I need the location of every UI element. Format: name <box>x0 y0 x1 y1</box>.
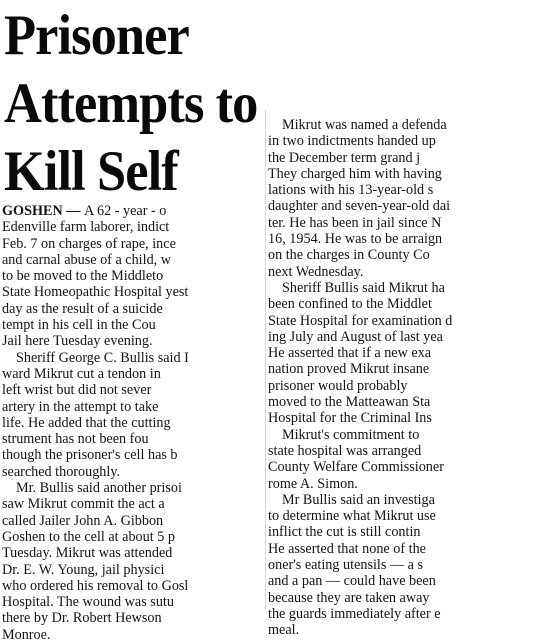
article-text-line: on the charges in County Co <box>268 247 430 264</box>
article-text-line: because they are taken away <box>268 589 430 606</box>
article-text-line: ing July and August of last yea <box>268 328 443 345</box>
article-text-line: rome A. Simon. <box>268 475 358 492</box>
article-text-line: next Wednesday. <box>268 263 364 280</box>
article-text-line: who ordered his removal to Gosl <box>2 577 189 594</box>
article-text-line: Monroe. <box>2 626 51 643</box>
article-text-line: They charged him with having <box>268 165 442 182</box>
article-text-line: meal. <box>268 622 300 639</box>
article-text-line: and carnal abuse of a child, w <box>2 251 171 268</box>
article-text-line <box>2 203 273 219</box>
article-text-line: Sheriff Bullis said Mikrut ha <box>282 279 445 296</box>
article-text-line: Mr Bullis said an investiga <box>282 491 435 508</box>
article-text-line: He asserted that if a new exa <box>268 345 432 362</box>
article-text-line: oner's eating utensils — a s <box>268 557 424 574</box>
article-text-line: artery in the attempt to take <box>2 398 159 415</box>
article-text-line: strument has not been fou <box>2 431 149 448</box>
article-text-line: searched thoroughly. <box>2 463 121 480</box>
article-text-line: life. He added that the cutting <box>2 414 171 431</box>
article-text-line: ter. He has been in jail since N <box>268 214 442 231</box>
article-text-line: day as the result of a suicide <box>2 300 163 317</box>
article-text-line: County Welfare Commissioner <box>268 459 444 476</box>
article-text-line: He asserted that none of the <box>268 540 426 557</box>
article-text-line: Jail here Tuesday evening. <box>2 333 153 350</box>
article-text-line: moved to the Matteawan Sta <box>268 394 431 411</box>
article-text-line: the guards immediately after e <box>268 605 441 622</box>
article-text-line: state hospital was arranged <box>268 442 422 459</box>
article-text-line: Edenville farm laborer, indict <box>2 219 170 236</box>
article-text-line: prisoner would probably <box>268 377 408 394</box>
article-text-line: nation proved Mikrut insane <box>268 361 430 378</box>
article-text-line: to determine what Mikrut use <box>268 508 436 525</box>
article-text-line: there by Dr. Robert Hewson <box>2 610 162 627</box>
article-text-line: 16, 1954. He was to be arraign <box>268 231 443 248</box>
article-text-line: inflict the cut is still contin <box>268 524 421 541</box>
article-text-line: to be moved to the Middleto <box>2 268 164 285</box>
article-text-line: in two indictments handed up <box>268 133 436 150</box>
article-text-line: Dr. E. W. Young, jail physici <box>2 561 165 578</box>
article-column-right <box>268 117 544 639</box>
article-text-line: Mr. Bullis said another prisoi <box>16 480 182 497</box>
headline <box>4 2 258 206</box>
article-text-line: though the prisoner's cell has b <box>2 447 178 464</box>
article-text-line: Tuesday. Mikrut was attended <box>2 545 173 562</box>
article-text-line: saw Mikrut commit the act a <box>2 496 165 513</box>
headline-line: Prisoner <box>4 4 189 67</box>
article-text-line: tempt in his cell in the Cou <box>2 317 156 334</box>
article-text-line: Hospital for the Criminal Ins <box>268 410 432 427</box>
article-text-line: State Hospital for examination d <box>268 312 453 329</box>
article-text-line: called Jailer John A. Gibbon <box>2 512 164 529</box>
article-text-line: daughter and seven-year-old dai <box>268 198 451 215</box>
headline-line: Attempts to <box>4 72 258 135</box>
headline-line: Kill Self <box>4 140 178 203</box>
article-text-line: left wrist but did not sever <box>2 382 152 399</box>
article-text-line: lations with his 13-year-old s <box>268 182 434 199</box>
article-text-line: Mikrut was named a defenda <box>282 117 447 133</box>
article-text-line: Hospital. The wound was sutu <box>2 594 174 611</box>
article-text-line: Mikrut's commitment to <box>282 426 420 443</box>
article-text: A 62 - year - o <box>84 203 167 219</box>
article-text-line: been confined to the Middlet <box>268 296 432 313</box>
article-text-line: State Homeopathic Hospital yest <box>2 284 189 301</box>
dateline: GOSHEN — <box>2 203 84 219</box>
article-text-line: Feb. 7 on charges of rape, ince <box>2 235 176 252</box>
article-text-line: and a pan — could have been <box>268 573 436 590</box>
article-column-left <box>2 203 273 643</box>
article-text-line: the December term grand j <box>268 149 421 166</box>
article-text-line: Sheriff George C. Bullis said I <box>16 349 189 366</box>
article-text-line: Goshen to the cell at about 5 p <box>2 528 175 545</box>
article-text-line: ward Mikrut cut a tendon in <box>2 365 161 382</box>
